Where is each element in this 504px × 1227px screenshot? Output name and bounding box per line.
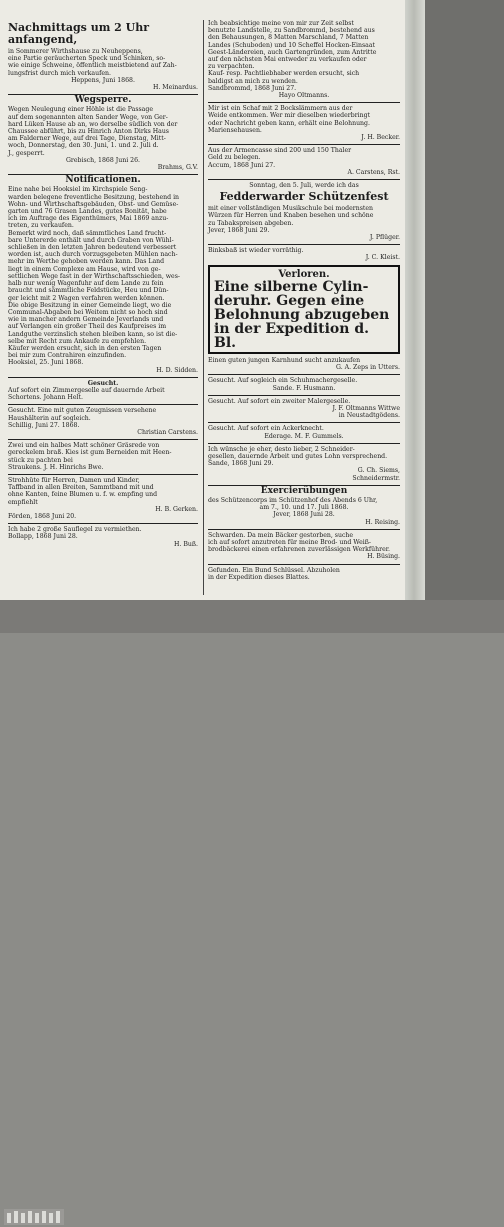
text-line: Straukens. J. H. Hinrichs Bwe. — [8, 463, 104, 471]
text-line: J., gesperrt. — [8, 149, 45, 157]
signature: J. Pflüger. — [369, 234, 400, 242]
text-line: auf dem sogenannten alten Sander Wege, von Ger- — [8, 113, 168, 121]
signature: H. Meinardus. — [152, 84, 198, 92]
text-line: Schortens. Johann Helt. — [8, 394, 83, 402]
text-line: Heppens, Juni 1868. — [71, 76, 135, 84]
text-line: benutzte Landstelle, zu Sandbrommd, bestehend aus — [208, 27, 375, 35]
text-line: Wohn- und Wirthschaftsgebäuden, Obst- und Gemüse- — [8, 200, 179, 208]
text-line: Käufer werden ersucht, sich in den ersten Tagen — [8, 344, 162, 352]
text-line: selbe mit Recht zum Ankaufe zu empfehlen. — [8, 337, 147, 345]
signature: H. Buß. — [174, 540, 198, 548]
page-spine — [405, 0, 425, 600]
ad-notifications-title: Notificationen. — [65, 175, 141, 186]
text-line: Weide entkommen. Wer mir dieselben wiederbringt — [208, 112, 371, 120]
text-line: Wegen Neulegung einer Höhle ist die Passage — [8, 106, 153, 114]
text-line: Chaussee abführt, bis zu Hinrich Anton Dirks Haus — [8, 128, 169, 136]
separator — [208, 564, 400, 565]
ad-wanted-title: Gesucht. — [87, 379, 119, 387]
text-line: auf den nächsten Mai entweder zu verkaufen oder — [208, 56, 367, 64]
signature: Hayo Oltmanns. — [278, 92, 330, 100]
text-line: bei mir zum Contrahiren einzufinden. — [8, 352, 127, 360]
text-line: Ich habe 2 große Sauflegel zu vermiethen. — [8, 526, 142, 534]
text-line: ich auf sofort anzutreten für meine Brod- und Weiß- — [208, 538, 371, 546]
separator — [208, 179, 400, 180]
text-line: Landguthe verzinslich stehen bleiben kann, so ist die- — [8, 330, 178, 338]
text-line: stück zu pachten bei — [8, 456, 73, 464]
text-line: Geest-Ländereien, auch Gartengründen, zum Antritte — [208, 48, 377, 56]
text-line: Strohhüte für Herren, Damen und Kinder, — [8, 476, 140, 484]
text-line: Belohnung abzugeben — [214, 306, 390, 323]
signature: A. Carstens, Rst. — [347, 168, 400, 176]
separator — [208, 144, 400, 145]
text-line: baldigst an mich zu wenden. — [208, 77, 298, 85]
signature: in Neustadtgödens. — [338, 412, 400, 420]
text-line: am 7., 10. und 17. Juli 1868. — [259, 504, 349, 512]
ad-auction-title: Nachmittags um 2 Uhr anfangend, — [8, 21, 150, 46]
separator — [208, 422, 400, 423]
text-line: Mir ist ein Schaf mit 2 Bockslämmern aus der — [208, 105, 353, 113]
text-line: Binksbaß ist wieder vorräthig. — [208, 247, 304, 255]
text-line: hard Lüken Hause ab an, wo derselbe südlich von der — [8, 120, 178, 128]
signature: J. H. Becker. — [361, 134, 400, 142]
separator — [8, 439, 198, 440]
text-line: Landes (Schuboden) und 10 Scheffel Hocken-Einsaat — [208, 41, 375, 49]
text-line: Hooksiel, 25. Juni 1868. — [8, 359, 84, 367]
separator — [8, 523, 198, 524]
text-line: Kauf- resp. Pachtliebhaber werden ersucht, sich — [208, 70, 360, 78]
text-line: in Sommerer Wirthshause zu Neuheppens, — [8, 48, 143, 55]
text-line: garten und 76 Grasen Landes, gutes Bonität, habe — [8, 208, 167, 216]
text-line: Gesucht. Auf sogleich ein Schuhmachergeselle. — [208, 377, 358, 385]
text-line: Haushälterin auf sogleich. — [8, 414, 91, 422]
signature: G. A. Zeps in Utters. — [335, 364, 400, 372]
signature: H. Büsing. — [367, 553, 400, 561]
text-line: Die obige Besitzung in einer Gemeinde liegt, wo die — [8, 301, 172, 309]
text-line: warden belegene freventliche Besitzung, bestehend in — [8, 193, 180, 201]
text-line: Taffband in allen Breiten, Sammtband mit und — [8, 484, 154, 492]
text-line: Würzen für Herren und Knaben besehen und schöne — [208, 212, 374, 220]
text-line: ger leicht mit 2 Wagen verfahren werden können. — [8, 294, 165, 302]
ad-notifications-body — [8, 186, 198, 373]
text-line: Aus der Armencasse sind 200 und 150 Thaler — [208, 147, 352, 155]
text-line: Grebisch, 1868 Juni 26. — [65, 156, 140, 164]
text-line: Eine nahe bei Hooksiel im Kirchspiele Seng- — [8, 186, 148, 194]
separator — [208, 102, 400, 103]
signature: H. B. Gerken. — [155, 505, 198, 513]
text-line: Ich beabsichtige meine von mir zur Zeit selbst — [208, 20, 354, 27]
ad-drill-title: Exercierübungen — [260, 485, 348, 496]
text-line: Gefunden. Ein Bund Schlüssel. Abzuholen — [208, 566, 340, 574]
separator — [8, 404, 198, 405]
separator — [8, 377, 198, 378]
left-column — [8, 20, 198, 548]
text-line: Gesucht. Auf sofort ein zweiter Malergeselle. — [208, 397, 351, 405]
text-line: zu Tabakspreisen abgeben. — [208, 219, 294, 227]
text-line: deruhr. Gegen eine — [214, 292, 365, 309]
text-line: den Behausungen, 8 Matten Marschland, 7 Matten — [208, 34, 369, 42]
text-line: Geld zu belegen. — [208, 154, 261, 162]
text-line: schließen in den letzten Jahren bedeutend verbessert — [8, 244, 177, 252]
text-line: Communal-Abgaben bei Weitem nicht so hoch sind — [8, 308, 168, 316]
text-line: mehr im Werthe gehoben werden kann. Das Land — [8, 258, 165, 266]
separator — [208, 395, 400, 396]
text-line: settlichen Wege fast in der Wirthschaftsschieden, wes- — [8, 272, 180, 280]
separator — [208, 374, 400, 375]
text-line: Gesucht. Auf sofort ein Ackerknecht. — [208, 425, 324, 433]
text-line: woch, Donnerstag, den 30. Juni, 1. und 2. Juli d. — [8, 142, 159, 150]
signature: J. F. Oltmanns Wittwe — [332, 404, 400, 412]
text-line: treten, zu verkaufen. — [8, 222, 74, 230]
text-line: Ich wünsche je eher, desto lieber, 2 Schneider- — [208, 445, 355, 453]
text-line: Sonntag, den 5. Juli, werde ich das — [249, 182, 359, 190]
ad-shooting-festival-title: Fedderwarder Schützenfest — [219, 190, 389, 204]
text-line: Bollapp, 1868 Juni 28. — [8, 533, 78, 541]
separator — [208, 529, 400, 530]
signature: Schneidermstr. — [352, 474, 400, 482]
signature: Sande. F. Husmann. — [272, 384, 336, 392]
text-line: bare Untererde enthält und durch Graben von Wühl- — [8, 236, 174, 244]
ad-road-closure-body — [8, 106, 198, 171]
text-line: wie einige Schweine, öffentlich meistbietend auf Zah- — [8, 62, 177, 70]
text-line: Mariensehausen. — [208, 126, 262, 134]
text-line: des Schützencorps im Schützenhof des Abends 6 Uhr, — [208, 496, 378, 504]
text-line: in der Expedition d. Bl. — [214, 320, 369, 351]
signature: Ederage. M. F. Gummels. — [264, 432, 344, 440]
text-line: liegt in einem Complexe am Hause, wird von ge- — [8, 265, 161, 273]
text-line: lungsfrist durch mich verkaufen. — [8, 69, 111, 77]
right-column — [208, 20, 400, 581]
text-line: Bemerkt wird noch, daß sämmtliches Land frucht- — [8, 229, 167, 237]
text-line: Zwei und ein halbes Matt schöner Gräsrede von — [8, 442, 160, 450]
book-edge — [425, 0, 504, 600]
signature: H. D. Sidden. — [156, 366, 198, 374]
signature: Christian Carstens. — [137, 428, 198, 436]
text-line: Jever, 1868 Juni 28. — [273, 511, 335, 519]
text-line: worden ist, auch durch vorzugsgebeten Mühlen nach- — [8, 251, 178, 259]
text-line: Eine silberne Cylin- — [214, 278, 369, 295]
text-line: ich im Auftrage des Eigenthümers, Mai 1869 anzu- — [8, 215, 169, 223]
text-line: Förden, 1868 Juni 20. — [8, 512, 77, 520]
text-line: eine Partie geräucherten Speck und Schinken, so- — [8, 55, 166, 63]
text-line: gereckelem braß. Kies ist gum Berneiden mit Heen- — [8, 449, 172, 457]
ad-lost-watch-box — [208, 265, 400, 354]
text-line: Schillig, Juni 27. 1868. — [8, 421, 80, 429]
text-line: oder Nachricht geben kann, erhält eine Belohnung. — [208, 119, 370, 127]
text-line: ohne Kanten, feine Blumen u. f. w. empfing und — [8, 491, 158, 499]
text-line: brodbäckerei einen erfahrenen zuverlässigen Werkführer. — [208, 546, 391, 554]
text-line: Jever, 1868 Juni 29. — [208, 226, 270, 234]
text-line: braucht und sämmtliche Feldstücke, Heu und Dün- — [8, 287, 169, 295]
signature: G. Ch. Siems, — [357, 467, 400, 475]
text-line: Accum, 1868 Juni 27. — [208, 161, 276, 169]
text-line: Gesucht. Eine mit guten Zeugnissen versehene — [8, 407, 157, 415]
viewer-footer — [0, 600, 504, 633]
text-line: am Falderner Wege, auf drei Tage, Dienstag, Mitt- — [8, 135, 166, 143]
library-logo-icon — [4, 1207, 64, 1227]
separator — [8, 474, 198, 475]
separator — [208, 443, 400, 444]
text-line: zu verpachten. — [208, 63, 255, 71]
text-line: Schwarden. Da mein Bäcker gestorben, suche — [208, 531, 354, 539]
ad-lost-title: Verloren. — [278, 268, 330, 280]
text-line: Sande, 1868 Juni 29. — [208, 460, 274, 468]
newspaper-columns — [8, 20, 400, 595]
signature: Brahms, G.V. — [157, 164, 198, 172]
separator — [208, 244, 400, 245]
text-line: empfiehlt — [8, 498, 38, 506]
text-line: Sandbrommd, 1868 Juni 27. — [208, 84, 297, 92]
text-line: auf Verlangen ein großer Theil des Kaufpreises im — [8, 323, 167, 331]
column-divider — [203, 20, 204, 595]
text-line: mit einer vollständigen Musikschule bei modernsten — [208, 205, 374, 213]
text-line: Einen guten jungen Karnhund sucht anzukaufen — [208, 356, 361, 364]
text-line: Auf sofort ein Zimmergeselle auf dauernde Arbeit — [8, 386, 165, 394]
signature: H. Reising. — [365, 518, 400, 526]
ad-auction-body — [8, 48, 198, 91]
text-line: halb nur wenig Wagenfuhr auf dem Lande zu fein — [8, 280, 164, 288]
signature: J. C. Kleist. — [365, 254, 400, 262]
text-line: wie in mancher andern Gemeinde Jeverlands und — [8, 316, 164, 324]
text-line: gesellen, dauernde Arbeit und gutes Lohn versprechend. — [208, 452, 388, 460]
ad-road-closure-title: Wegsperre. — [74, 95, 132, 106]
text-line: in der Expedition dieses Blattes. — [208, 573, 310, 581]
